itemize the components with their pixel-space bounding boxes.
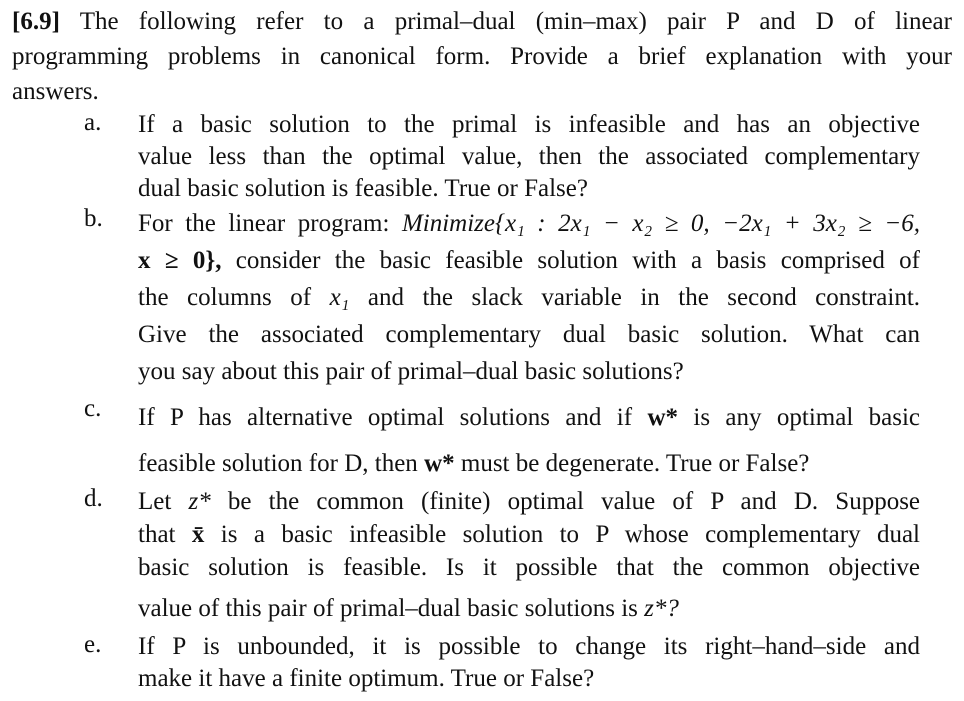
item-letter: d. <box>84 485 103 512</box>
item-d-text: Let z* be the common (finite) optimal value of P and D. Suppose that x̄ is a basic infeasible solution to P whose complementary dual basic solution is feasible. Is it possible that the common objective value of this pair of primal–dual basic solutions is z*? <box>138 488 921 622</box>
optimal-value-z-star: z* <box>188 488 211 515</box>
dual-solution-w-star: w* <box>647 404 678 431</box>
dual-solution-w-star: w* <box>424 450 455 477</box>
variable-x1: x₁ <box>329 284 350 311</box>
linear-program-formula: Minimize{x₁ : 2x₁ − x₂ ≥ 0, −2x₁ + 3x₂ ≥ −6, <box>401 210 920 237</box>
intro-line-1: [6.9] The following refer to a primal–dual (min–max) pair P and D of linear <box>12 8 952 35</box>
item-letter: b. <box>84 205 103 232</box>
nonnegativity-constraint: x ≥ 0}, <box>138 247 222 274</box>
problem-number: [6.9] <box>12 8 60 35</box>
item-letter: a. <box>84 109 102 136</box>
problem-intro <box>12 4 952 109</box>
item-b-text: For the linear program: Minimize{x₁ : 2x₁ − x₂ ≥ 0, −2x₁ + 3x₂ ≥ −6, x ≥ 0}, consider the basic feasible solution with a basis comprised of the columns of x₁ and the slack variable in the second constraint. Give the associated complementary dual basic solution. What can you say about this pair of primal–dual basic solutions? <box>138 210 921 385</box>
basic-solution-x-bar: x̄ <box>191 521 205 548</box>
item-letter: c. <box>84 395 102 422</box>
item-a-text: If a basic solution to the primal is infeasible and has an objective value less than the optimal value, then the associated complementary dual basic solution is feasible. True or False? <box>138 111 920 202</box>
item-e-text: If P is unbounded, it is possible to change its right–hand–side and make it have a finite optimum. True or False? <box>138 633 920 692</box>
item-c-text: If P has alternative optimal solutions and if w* is any optimal basic feasible solution for D, then w* must be degenerate. True or False? <box>138 404 920 477</box>
intro-line-2: programming problems in canonical form. Provide a brief explanation with your <box>12 43 952 70</box>
item-letter: e. <box>84 631 102 658</box>
optimal-value-z-star: z*? <box>644 595 679 622</box>
intro-line-3: answers. <box>12 78 99 105</box>
